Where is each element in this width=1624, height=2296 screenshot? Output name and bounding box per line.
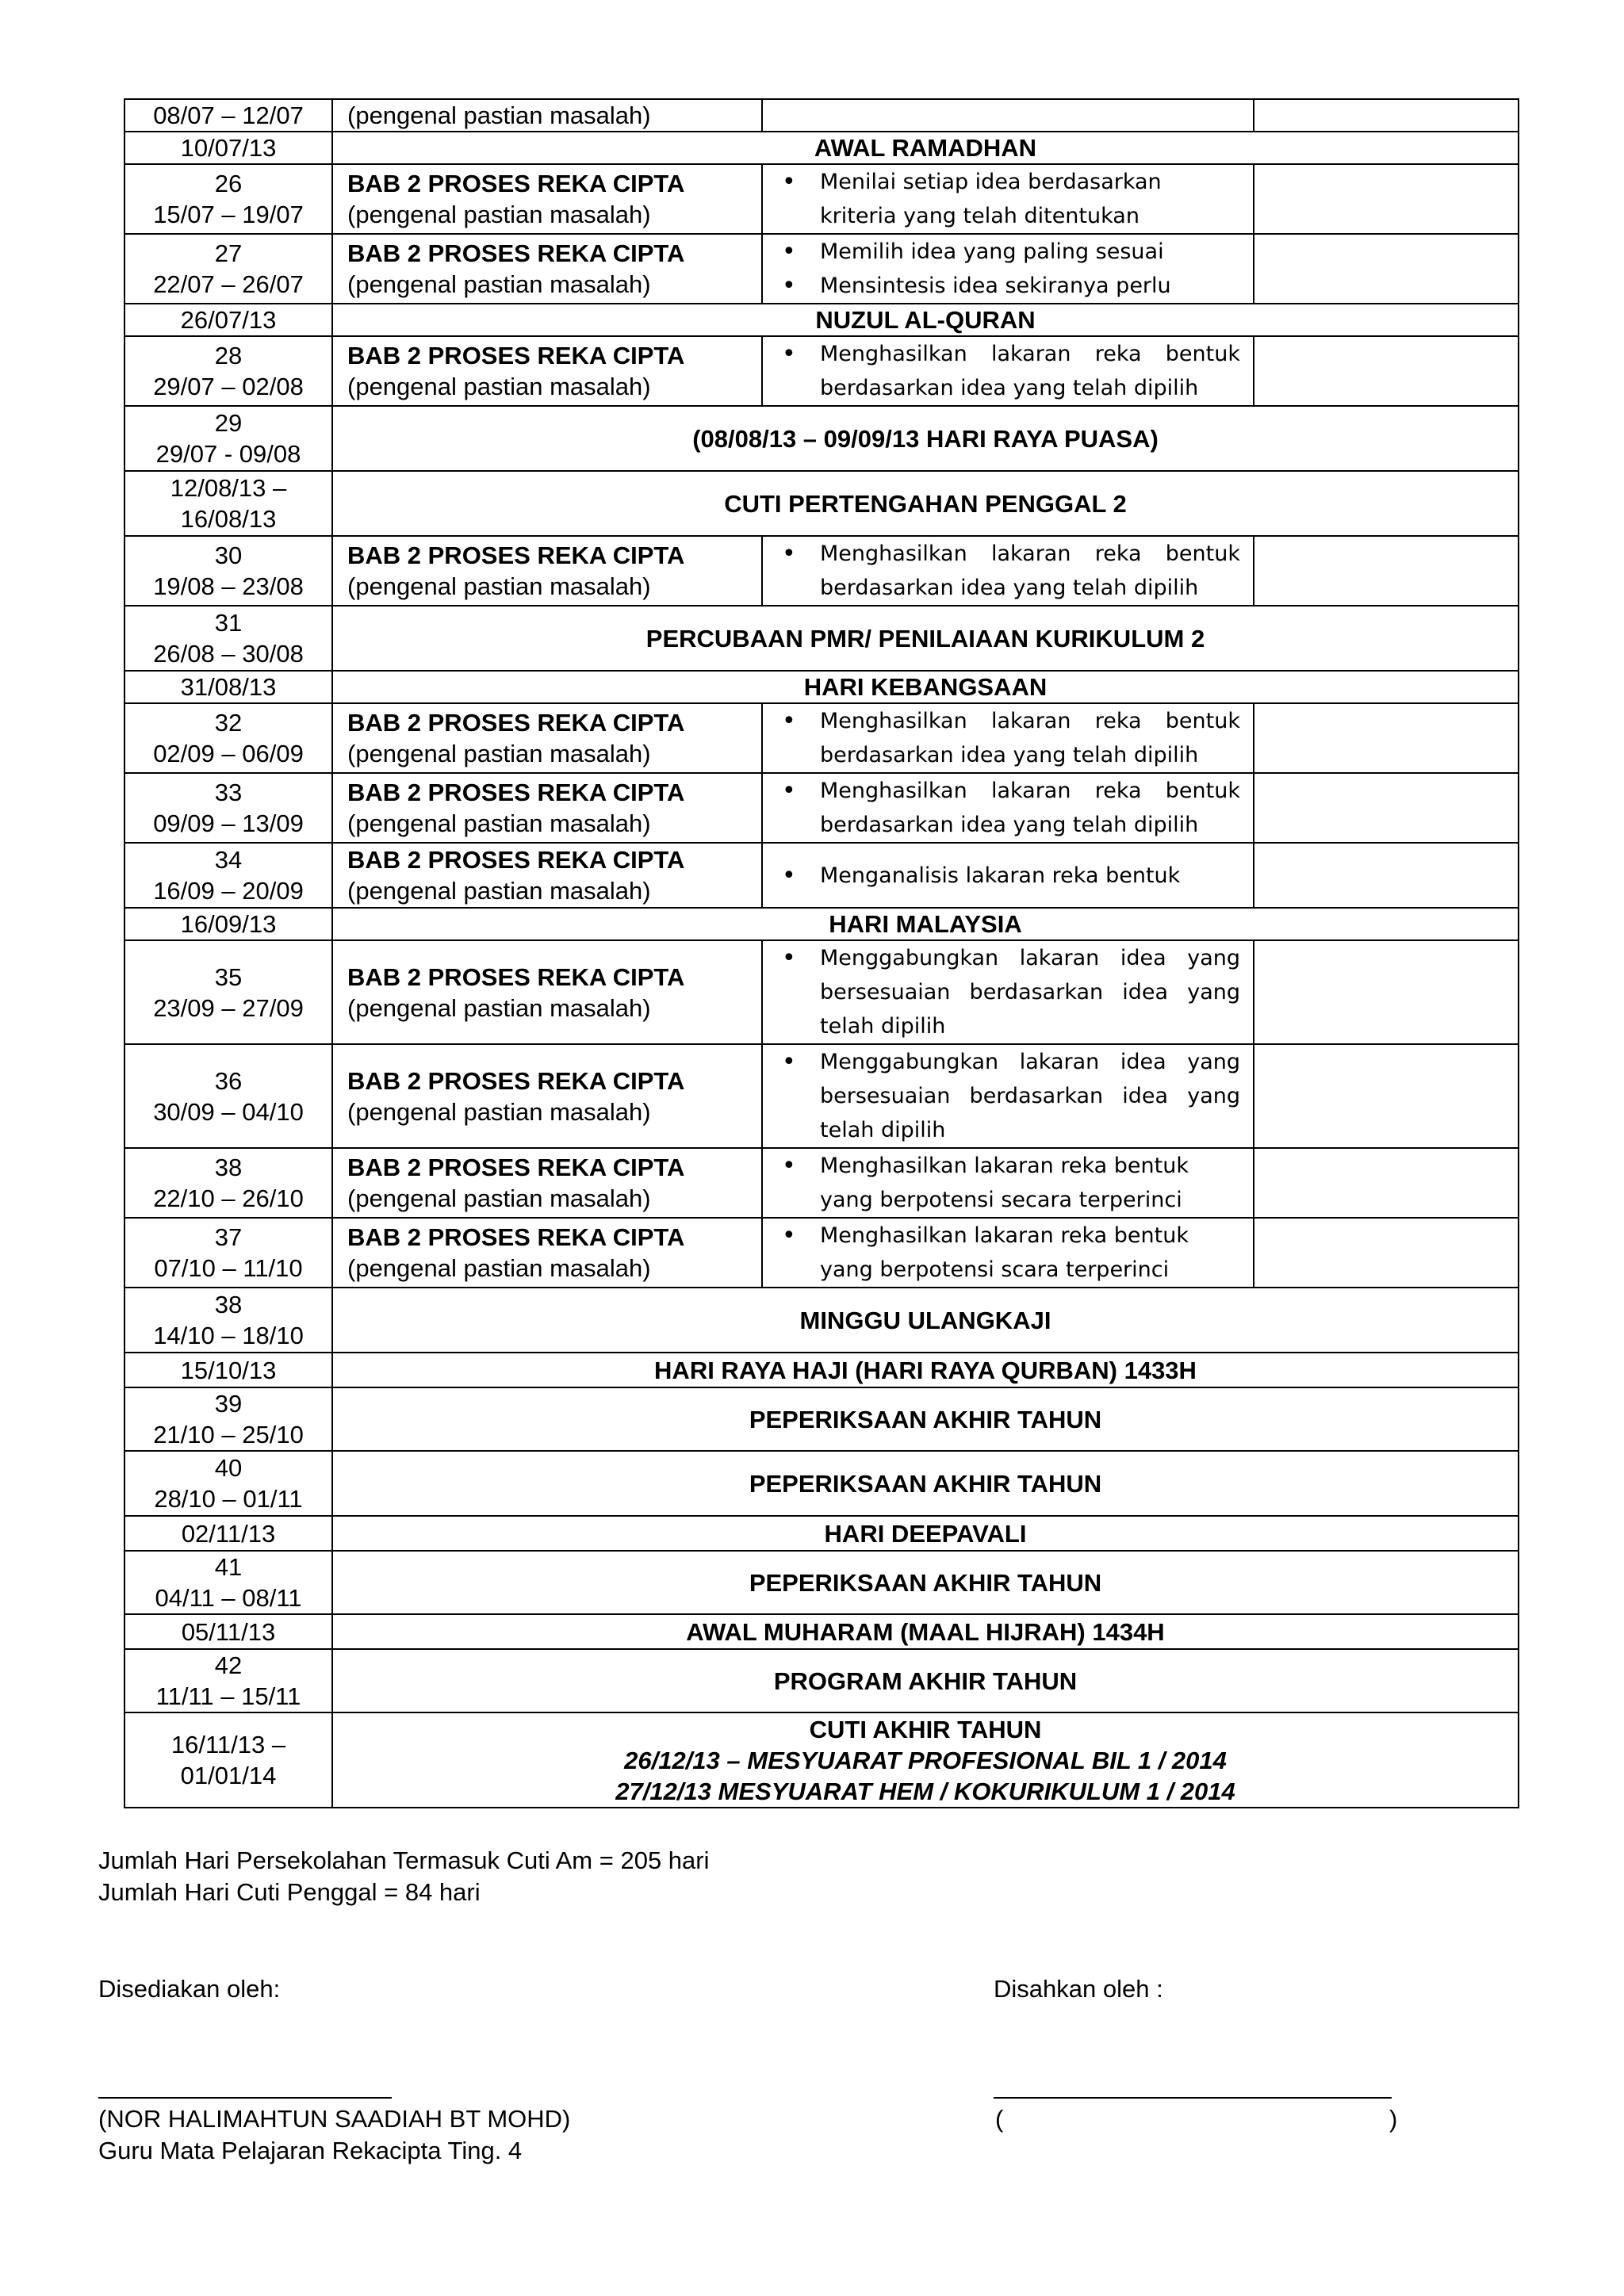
week-dates: 26/08 – 30/08 — [153, 640, 304, 668]
topic-cell — [332, 773, 762, 843]
topic-subtitle: (pengenal pastian masalah) — [347, 1254, 651, 1282]
week-cell — [124, 1614, 332, 1649]
schedule-row — [124, 1614, 1519, 1649]
activity-item: • Menghasilkan lakaran reka bentuk berdasarkan idea yang telah dipilih — [776, 337, 1240, 405]
week-number: 30 — [214, 541, 243, 569]
event-banner — [332, 406, 1519, 471]
week-number: 42 — [214, 1651, 243, 1679]
week-number: 36 — [214, 1066, 243, 1095]
event-banner — [332, 304, 1519, 336]
topic-subtitle: (pengenal pastian masalah) — [347, 101, 651, 129]
schedule-row — [124, 1451, 1519, 1516]
topic-title: BAB 2 PROSES REKA CIPTA — [347, 170, 685, 197]
week-number: 35 — [214, 962, 243, 991]
event-banner — [332, 1614, 1519, 1649]
activity-list — [776, 337, 1240, 405]
week-dates: 14/10 – 18/10 — [153, 1322, 304, 1349]
event-banner — [332, 908, 1519, 940]
total-holiday-days: Jumlah Hari Cuti Penggal = 84 hari — [98, 1878, 481, 1906]
total-school-days: Jumlah Hari Persekolahan Termasuk Cuti Am = 205 hari — [98, 1846, 710, 1874]
activity-item: • Menganalisis lakaran reka bentuk — [776, 859, 1240, 893]
schedule-row — [124, 1148, 1519, 1218]
schedule-row — [124, 234, 1519, 304]
activity-list — [776, 235, 1240, 303]
topic-cell — [332, 703, 762, 773]
preparer-role: Guru Mata Pelajaran Rekacipta Ting. 4 — [98, 2137, 523, 2164]
event-banner — [332, 1712, 1519, 1808]
event-banner — [332, 1516, 1519, 1551]
schedule-row — [124, 843, 1519, 908]
week-dates: 29/07 - 09/08 — [155, 440, 301, 468]
notes-cell — [1254, 940, 1519, 1044]
week-cell — [124, 99, 332, 132]
week-dates: 16/09/13 — [180, 910, 277, 938]
week-number: 33 — [214, 779, 243, 806]
activity-cell — [762, 1044, 1254, 1148]
week-number: 26 — [214, 170, 243, 197]
week-cell — [124, 164, 332, 234]
approver-signature-line — [994, 2097, 1392, 2099]
schedule-row — [124, 1288, 1519, 1353]
notes-cell — [1254, 234, 1519, 304]
week-cell — [124, 406, 332, 471]
activity-list — [776, 1149, 1240, 1217]
activity-item: • Memilih idea yang paling sesuai — [776, 235, 1240, 269]
week-dates: 28/10 – 01/11 — [154, 1485, 303, 1513]
event-title: HARI MALAYSIA — [829, 910, 1022, 938]
week-cell — [124, 1218, 332, 1288]
week-dates: 26/07/13 — [180, 306, 277, 334]
week-dates: 29/07 – 02/08 — [153, 373, 304, 400]
event-banner — [332, 671, 1519, 703]
event-banner — [332, 471, 1519, 536]
event-banner — [332, 1649, 1519, 1712]
week-dates: 10/07/13 — [180, 134, 277, 162]
week-dates: 15/07 – 19/07 — [153, 201, 304, 228]
week-number: 38 — [214, 1154, 243, 1181]
activity-cell — [762, 703, 1254, 773]
topic-cell — [332, 1148, 762, 1218]
week-dates: 19/08 – 23/08 — [153, 572, 304, 600]
event-title: CUTI AKHIR TAHUN — [809, 1715, 1042, 1743]
activity-list — [776, 165, 1240, 233]
week-number: 34 — [214, 846, 243, 874]
activity-cell — [762, 773, 1254, 843]
topic-subtitle: (pengenal pastian masalah) — [347, 201, 651, 228]
event-title: AWAL MUHARAM (MAAL HIJRAH) 1434H — [686, 1617, 1165, 1646]
week-dates: 16/09 – 20/09 — [153, 877, 304, 905]
topic-title: BAB 2 PROSES REKA CIPTA — [347, 709, 685, 737]
topic-title: BAB 2 PROSES REKA CIPTA — [347, 541, 685, 569]
week-number: 29 — [214, 409, 243, 437]
topic-title: BAB 2 PROSES REKA CIPTA — [347, 1154, 685, 1181]
event-banner — [332, 1387, 1519, 1451]
week-number: 12/08/13 – — [170, 474, 287, 502]
week-dates: 23/09 – 27/09 — [153, 993, 304, 1022]
week-dates: 05/11/13 — [181, 1617, 276, 1646]
event-banner — [332, 1353, 1519, 1387]
event-title: HARI DEEPAVALI — [824, 1519, 1027, 1548]
topic-cell — [332, 1218, 762, 1288]
week-cell — [124, 1288, 332, 1353]
event-banner — [332, 1451, 1519, 1516]
activity-list — [776, 1045, 1240, 1147]
week-cell — [124, 843, 332, 908]
event-banner — [332, 1288, 1519, 1353]
activity-item: • Menghasilkan lakaran reka bentuk berdasarkan idea yang telah dipilih — [776, 704, 1240, 772]
approved-by-label: Disahkan oleh : — [994, 1975, 1163, 2003]
topic-cell — [332, 536, 762, 606]
topic-cell — [332, 1044, 762, 1148]
week-dates: 02/11/13 — [181, 1519, 276, 1548]
event-title: CUTI PERTENGAHAN PENGGAL 2 — [724, 489, 1127, 518]
week-number: 31 — [214, 609, 243, 637]
topic-cell — [332, 99, 762, 132]
week-dates: 22/10 – 26/10 — [153, 1184, 304, 1212]
topic-title: BAB 2 PROSES REKA CIPTA — [347, 342, 685, 369]
activity-cell — [762, 536, 1254, 606]
week-cell — [124, 1451, 332, 1516]
week-cell — [124, 1353, 332, 1387]
week-dates: 11/11 – 15/11 — [155, 1682, 301, 1710]
week-cell — [124, 1551, 332, 1614]
notes-cell — [1254, 1218, 1519, 1288]
topic-title: BAB 2 PROSES REKA CIPTA — [347, 1066, 685, 1095]
schedule-row — [124, 304, 1519, 336]
activity-cell — [762, 843, 1254, 908]
topic-subtitle: (pengenal pastian masalah) — [347, 1097, 651, 1126]
topic-cell — [332, 234, 762, 304]
week-dates: 31/08/13 — [180, 673, 277, 701]
schedule-row — [124, 99, 1519, 132]
event-title: PEPERIKSAAN AKHIR TAHUN — [749, 1405, 1102, 1433]
week-cell — [124, 132, 332, 164]
activity-item: • Menghasilkan lakaran reka bentuk yang berpotensi scara terperinci — [776, 1219, 1240, 1287]
week-number: 28 — [214, 342, 243, 369]
week-cell — [124, 536, 332, 606]
week-cell — [124, 671, 332, 703]
week-number: 37 — [214, 1223, 243, 1251]
topic-subtitle: (pengenal pastian masalah) — [347, 572, 651, 600]
activity-list — [776, 704, 1240, 772]
event-note: 26/12/13 – MESYUARAT PROFESIONAL BIL 1 / 2014 — [624, 1746, 1227, 1774]
topic-cell — [332, 164, 762, 234]
activity-list — [776, 1219, 1240, 1287]
topic-subtitle: (pengenal pastian masalah) — [347, 993, 651, 1022]
week-cell — [124, 336, 332, 406]
schedule-row — [124, 1218, 1519, 1288]
activity-list — [776, 941, 1240, 1043]
week-number: 40 — [214, 1454, 243, 1482]
event-note: 27/12/13 MESYUARAT HEM / KOKURIKULUM 1 / 2014 — [615, 1777, 1235, 1805]
topic-title: BAB 2 PROSES REKA CIPTA — [347, 239, 685, 267]
notes-cell — [1254, 1148, 1519, 1218]
topic-subtitle: (pengenal pastian masalah) — [347, 270, 651, 298]
activity-cell — [762, 164, 1254, 234]
schedule-row — [124, 1044, 1519, 1148]
activity-item: • Menggabungkan lakaran idea yang bersesuaian berdasarkan idea yang telah dipilih — [776, 941, 1240, 1043]
event-banner — [332, 132, 1519, 164]
activity-cell — [762, 99, 1254, 132]
schedule-row — [124, 536, 1519, 606]
notes-cell — [1254, 703, 1519, 773]
topic-subtitle: (pengenal pastian masalah) — [347, 373, 651, 400]
schedule-row — [124, 1712, 1519, 1808]
preparer-name: (NOR HALIMAHTUN SAADIAH BT MOHD) — [98, 2105, 571, 2133]
week-cell — [124, 908, 332, 940]
week-number: 39 — [214, 1390, 243, 1418]
week-number: 38 — [214, 1291, 243, 1318]
schedule-row — [124, 773, 1519, 843]
schedule-row — [124, 606, 1519, 671]
topic-title: BAB 2 PROSES REKA CIPTA — [347, 846, 685, 874]
activity-item: • Menggabungkan lakaran idea yang bersesuaian berdasarkan idea yang telah dipilih — [776, 1045, 1240, 1147]
schedule-row — [124, 164, 1519, 234]
week-dates: 16/08/13 — [180, 505, 277, 533]
week-dates: 15/10/13 — [180, 1356, 277, 1384]
event-banner — [332, 1551, 1519, 1614]
week-number: 32 — [214, 709, 243, 737]
week-cell — [124, 471, 332, 536]
activity-cell — [762, 336, 1254, 406]
activity-list — [776, 537, 1240, 605]
topic-subtitle: (pengenal pastian masalah) — [347, 877, 651, 905]
approver-close-paren: ) — [1389, 2105, 1398, 2133]
week-cell — [124, 940, 332, 1044]
event-title: PEPERIKSAAN AKHIR TAHUN — [749, 1469, 1102, 1498]
week-cell — [124, 1649, 332, 1712]
topic-cell — [332, 940, 762, 1044]
topic-title: BAB 2 PROSES REKA CIPTA — [347, 1223, 685, 1251]
week-cell — [124, 1712, 332, 1808]
schedule-row — [124, 703, 1519, 773]
topic-title: BAB 2 PROSES REKA CIPTA — [347, 962, 685, 991]
event-title: HARI KEBANGSAAN — [803, 673, 1048, 701]
week-cell — [124, 1044, 332, 1148]
week-dates: 01/01/14 — [180, 1762, 277, 1789]
schedule-row — [124, 1516, 1519, 1551]
topic-subtitle: (pengenal pastian masalah) — [347, 740, 651, 767]
schedule-row — [124, 940, 1519, 1044]
week-dates: 30/09 – 04/10 — [153, 1097, 304, 1126]
schedule-table — [124, 98, 1519, 1808]
week-dates: 21/10 – 25/10 — [153, 1421, 304, 1448]
schedule-row — [124, 406, 1519, 471]
notes-cell — [1254, 99, 1519, 132]
week-number: 41 — [214, 1553, 243, 1581]
activity-item: • Menilai setiap idea berdasarkan kriteria yang telah ditentukan — [776, 165, 1240, 233]
activity-item: • Menghasilkan lakaran reka bentuk berdasarkan idea yang telah dipilih — [776, 537, 1240, 605]
notes-cell — [1254, 336, 1519, 406]
event-title: PROGRAM AKHIR TAHUN — [773, 1667, 1078, 1695]
activity-list — [776, 859, 1240, 893]
schedule-row — [124, 1551, 1519, 1614]
event-title: HARI RAYA HAJI (HARI RAYA QURBAN) 1433H — [654, 1356, 1197, 1384]
approver-open-paren: ( — [995, 2105, 1004, 2133]
notes-cell — [1254, 773, 1519, 843]
topic-cell — [332, 336, 762, 406]
schedule-row — [124, 336, 1519, 406]
event-title: MINGGU ULANGKAJI — [799, 1306, 1051, 1334]
week-cell — [124, 1387, 332, 1451]
topic-subtitle: (pengenal pastian masalah) — [347, 809, 651, 837]
activity-item: • Menghasilkan lakaran reka bentuk yang berpotensi secara terperinci — [776, 1149, 1240, 1217]
event-banner — [332, 606, 1519, 671]
week-dates: 04/11 – 08/11 — [155, 1584, 302, 1612]
notes-cell — [1254, 164, 1519, 234]
topic-cell — [332, 843, 762, 908]
event-title: AWAL RAMADHAN — [814, 134, 1037, 162]
week-dates: 07/10 – 11/10 — [154, 1254, 303, 1282]
topic-subtitle: (pengenal pastian masalah) — [347, 1184, 651, 1212]
week-cell — [124, 1148, 332, 1218]
week-cell — [124, 773, 332, 843]
schedule-row — [124, 471, 1519, 536]
schedule-row — [124, 908, 1519, 940]
schedule-row — [124, 1649, 1519, 1712]
week-number: 16/11/13 – — [170, 1731, 286, 1758]
event-title: (08/08/13 – 09/09/13 HARI RAYA PUASA) — [692, 424, 1159, 453]
week-number: 27 — [214, 239, 243, 267]
schedule-row — [124, 1387, 1519, 1451]
event-title: PERCUBAAN PMR/ PENILAIAAN KURIKULUM 2 — [645, 624, 1205, 652]
week-cell — [124, 1516, 332, 1551]
event-title: NUZUL AL-QURAN — [815, 306, 1036, 334]
week-dates: 22/07 – 26/07 — [153, 270, 304, 298]
schedule-body — [124, 99, 1519, 1808]
activity-cell — [762, 1218, 1254, 1288]
topic-title: BAB 2 PROSES REKA CIPTA — [347, 779, 685, 806]
notes-cell — [1254, 843, 1519, 908]
week-dates: 09/09 – 13/09 — [153, 809, 304, 837]
notes-cell — [1254, 536, 1519, 606]
activity-item: • Mensintesis idea sekiranya perlu — [776, 269, 1240, 303]
activity-cell — [762, 234, 1254, 304]
week-dates: 08/07 – 12/07 — [153, 101, 304, 129]
schedule-row — [124, 671, 1519, 703]
week-cell — [124, 234, 332, 304]
week-cell — [124, 304, 332, 336]
event-title: PEPERIKSAAN AKHIR TAHUN — [749, 1568, 1102, 1597]
week-dates: 02/09 – 06/09 — [153, 740, 304, 767]
week-cell — [124, 606, 332, 671]
activity-list — [776, 774, 1240, 842]
schedule-row — [124, 1353, 1519, 1387]
preparer-signature-line — [98, 2097, 392, 2099]
week-cell — [124, 703, 332, 773]
prepared-by-label: Disediakan oleh: — [98, 1975, 281, 2003]
activity-cell — [762, 1148, 1254, 1218]
notes-cell — [1254, 1044, 1519, 1148]
activity-item: • Menghasilkan lakaran reka bentuk berdasarkan idea yang telah dipilih — [776, 774, 1240, 842]
activity-cell — [762, 940, 1254, 1044]
schedule-row — [124, 132, 1519, 164]
